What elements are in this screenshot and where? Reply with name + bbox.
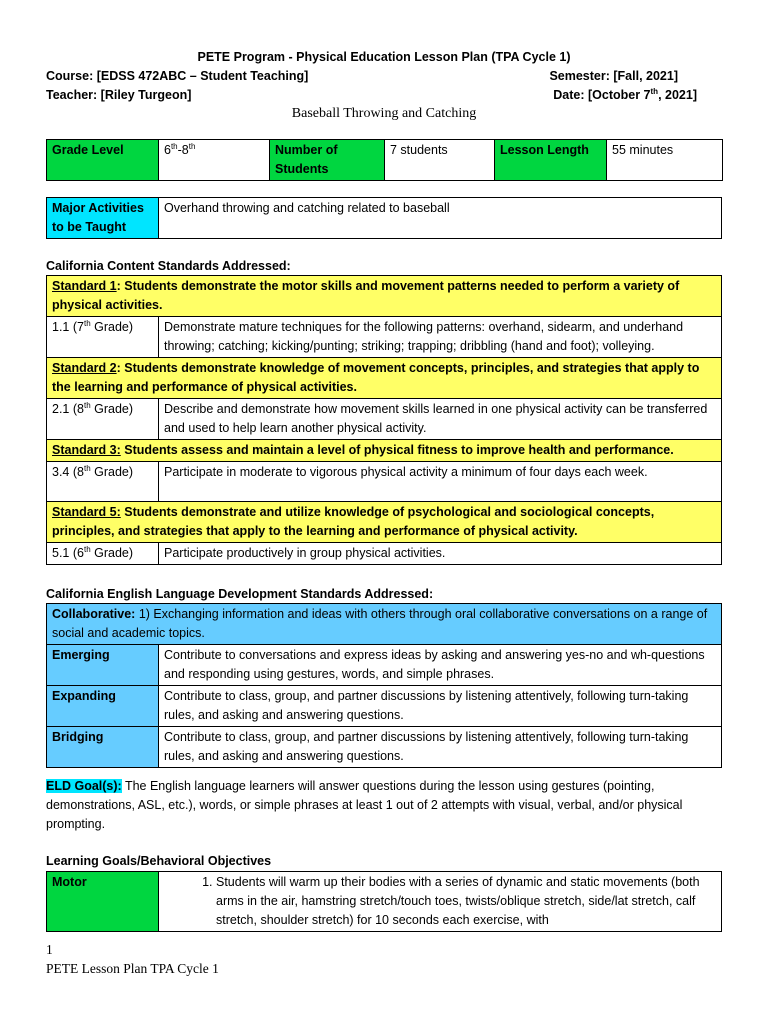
eld-level-text: Contribute to class, group, and partner discussions by listening attentively, following turn-taking rules, and asking and answering questions. (159, 727, 722, 768)
document-title: PETE Program - Physical Education Lesson Plan (TPA Cycle 1) (197, 50, 571, 64)
motor-objective (159, 872, 722, 932)
page-number: 1 (46, 942, 53, 957)
eld-level-label: Emerging (47, 645, 159, 686)
eld-standards-heading: California English Language Development Standards Addressed: (46, 587, 434, 601)
content-standards-table (46, 275, 722, 565)
standard-code: 1.1 (7th Grade) (47, 317, 159, 358)
date-text: Date: [October 7th, 2021] (553, 86, 697, 102)
teacher-text: Teacher: [Riley Turgeon] (46, 88, 192, 102)
standard-row: Standard 5: Students demonstrate and utilize knowledge of psychological and sociological concepts, principles, and strategies that apply to the learning and performance of physical activity. (47, 502, 722, 543)
eld-standards-table (46, 603, 722, 768)
grade-level-label: Grade Level (47, 140, 159, 181)
students-label: Number of Students (270, 140, 385, 181)
eld-level-label: Bridging (47, 727, 159, 768)
eld-goal-paragraph (46, 777, 726, 834)
standard-row: Standard 2: Students demonstrate knowledge of movement concepts, principles, and strategies that apply to the learning and performance of physical activities. (47, 358, 722, 399)
eld-goal-label: ELD Goal(s): (46, 779, 122, 793)
learning-goals-heading: Learning Goals/Behavioral Objectives (46, 854, 272, 868)
learning-goals-table (46, 871, 722, 932)
standard-description: Demonstrate mature techniques for the following patterns: overhand, sidearm, and underhand throwing; catching; kicking/punting; striking; trapping; dribbling (hand and foot); volleying. (159, 317, 722, 358)
major-activities-label: Major Activities to be Taught (47, 198, 159, 239)
eld-level-text: Contribute to class, group, and partner discussions by listening attentively, following turn-taking rules, and asking and answering questions. (159, 686, 722, 727)
eld-goal-text: The English language learners will answer questions during the lesson using gestures (pointing, demonstrations, ASL, etc.), words, or simple phrases at least 1 out of 2 attempts with visual, verbal, and/or physical prompting. (46, 779, 683, 831)
lesson-length-value: 55 minutes (607, 140, 723, 181)
standard-description: Describe and demonstrate how movement skills learned in one physical activity can be transferred and used to help learn another physical activity. (159, 399, 722, 440)
footer-label: PETE Lesson Plan TPA Cycle 1 (46, 961, 219, 976)
collaborative-row: Collaborative: 1) Exchanging information and ideas with others through oral collaborative conversations on a range of social and academic topics. (47, 604, 722, 645)
motor-label: Motor (47, 872, 159, 932)
major-activities-value: Overhand throwing and catching related to baseball (159, 198, 722, 239)
motor-objective-item: 1. Students will warm up their bodies with a series of dynamic and static movements (both arms in the air, hamstring stretch/touch toes, twists/oblique stretch, side/lat stretch, calf stretch, shoulder stretch) for 10 seconds each exercise, with (216, 873, 716, 930)
teacher-row (46, 86, 722, 105)
content-standards-heading: California Content Standards Addressed: (46, 259, 291, 273)
semester-text: Semester: [Fall, 2021] (549, 69, 678, 83)
grade-level-value: 6th-8th (159, 140, 270, 181)
standard-description: Participate productively in group physical activities. (159, 543, 722, 565)
lesson-title: Baseball Throwing and Catching (291, 106, 477, 121)
eld-level-label: Expanding (47, 686, 159, 727)
standard-row: Standard 3: Students assess and maintain a level of physical fitness to improve health and performance. (47, 440, 722, 462)
standard-row: Standard 1: Students demonstrate the motor skills and movement patterns needed to perform a variety of physical activities. (47, 276, 722, 317)
standard-code: 2.1 (8th Grade) (47, 399, 159, 440)
course-row (46, 67, 722, 86)
eld-level-text: Contribute to conversations and express ideas by asking and answering yes-no and wh-questions and responding using gestures, words, and simple phrases. (159, 645, 722, 686)
students-value: 7 students (385, 140, 495, 181)
major-activities-table (46, 197, 722, 239)
lesson-info-table (46, 139, 723, 181)
course-text: Course: [EDSS 472ABC – Student Teaching] (46, 69, 309, 83)
standard-code: 3.4 (8th Grade) (47, 462, 159, 502)
standard-description: Participate in moderate to vigorous physical activity a minimum of four days each week. (159, 462, 722, 502)
lesson-length-label: Lesson Length (495, 140, 607, 181)
standard-code: 5.1 (6th Grade) (47, 543, 159, 565)
